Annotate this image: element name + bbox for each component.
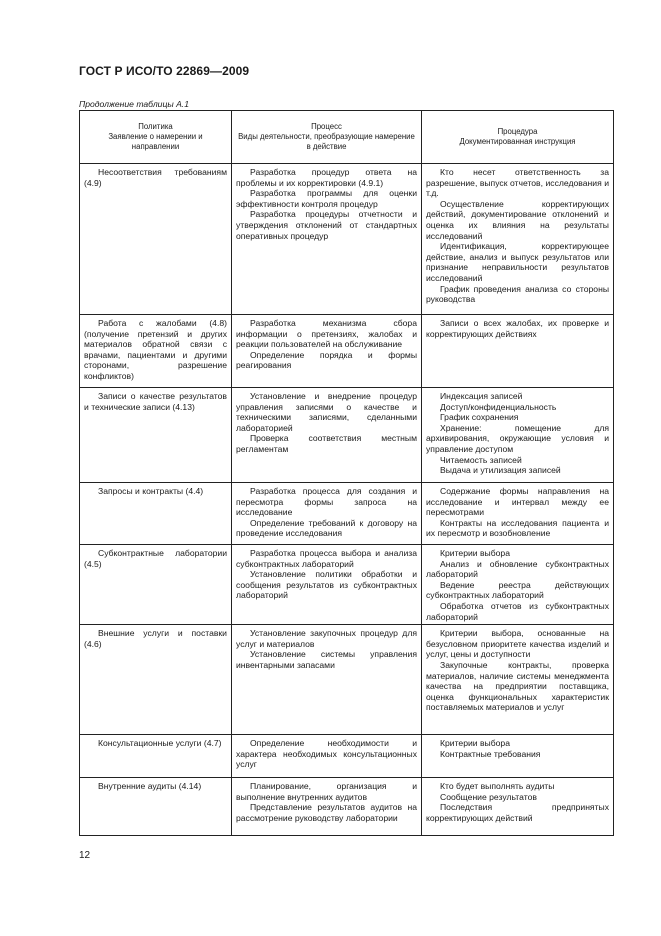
process-item: Разработка процедуры отчетности и утверждения отклонений от стандартных оперативных процедур	[236, 209, 417, 241]
process-cell	[232, 545, 422, 625]
procedure-item: Контрактные требования	[440, 748, 541, 759]
procedure-cell	[422, 388, 614, 483]
column-header-subtitle: Заявление о намерении и направлении	[108, 132, 203, 151]
policy-cell	[80, 315, 232, 388]
process-item: Разработка процедур ответа на проблемы и их корректировки (4.9.1)	[236, 167, 417, 188]
policy-cell	[80, 164, 232, 315]
column-header-subtitle: Виды деятельности, преобразующие намерение в действие	[238, 132, 415, 151]
procedure-item: Критерии выбора	[440, 738, 510, 749]
policy-text: Запросы и контракты (4.4)	[98, 486, 204, 496]
process-item: Установление закупочных процедур для услуг и материалов	[236, 628, 417, 649]
procedure-item: Кто несет ответственность за разрешение, выпуск отчетов, исследования и т.д.	[426, 167, 609, 199]
table-body	[80, 164, 614, 836]
table-row	[80, 315, 614, 388]
procedure-item: Индексация записей	[440, 391, 523, 401]
policy-cell	[80, 625, 232, 735]
column-header-title: Процедура	[497, 127, 538, 136]
process-item: Определение требований к договору на проведение исследования	[236, 517, 417, 539]
column-header-subtitle: Документированная инструкция	[459, 137, 576, 146]
procedure-cell	[422, 545, 614, 625]
procedure-cell	[422, 164, 614, 315]
policy-text: Работа с жалобами (4.8) (получение претензий и других материалов обратной связи с врачами, пациентами и другими сторонами, разрешение конфликтов)	[84, 318, 227, 381]
process-item: Разработка процесса выбора и анализа субконтрактных лабораторий	[236, 548, 417, 569]
procedure-item: Критерии выбора	[440, 548, 510, 558]
table-row	[80, 545, 614, 625]
requirements-table	[79, 110, 614, 836]
process-cell	[232, 625, 422, 735]
policy-text: Записи о качестве результатов и технические записи (4.13)	[84, 391, 227, 412]
policy-text: Субконтрактные лаборатории (4.5)	[84, 548, 227, 569]
process-item: Установление и внедрение процедур управления записями о качестве и техническими записями, сделанными лабораторией	[236, 391, 417, 433]
procedure-item: Кто будет выполнять аудиты	[440, 781, 555, 792]
policy-text: Консультационные услуги (4.7)	[98, 738, 222, 749]
process-cell	[232, 778, 422, 836]
procedure-item: Ведение реестра действующих субконтрактных лабораторий	[426, 579, 609, 601]
procedure-item: Идентификация, корректирующее действие, анализ и выпуск результатов или признание неправильности результатов исследований	[426, 241, 609, 283]
process-item: Определение порядка и формы реагирования	[236, 349, 417, 371]
procedure-item: Анализ и обновление субконтрактных лабораторий	[426, 558, 609, 580]
procedure-item: Хранение: помещение для архивирования, окружающие условия и управление доступом	[426, 422, 609, 454]
process-item: Проверка соответствия местным регламентам	[236, 433, 417, 454]
procedure-item: Последствия предпринятых корректирующих действий	[426, 802, 609, 823]
column-header-procedure	[422, 111, 614, 164]
process-item: Установление системы управления инвентарными запасами	[236, 649, 417, 670]
table-caption: Продолжение таблицы А.1	[79, 99, 189, 109]
procedure-item: График проведения анализа со стороны руководства	[426, 283, 609, 305]
table-row	[80, 735, 614, 778]
procedure-item: Обработка отчетов из субконтрактных лабораторий	[426, 600, 609, 622]
procedure-cell	[422, 315, 614, 388]
policy-text: Внутренние аудиты (4.14)	[98, 781, 202, 792]
table-row	[80, 625, 614, 735]
policy-cell	[80, 735, 232, 778]
procedure-item: Контракты на исследования пациента и их пересмотр и возобновление	[426, 517, 609, 539]
procedure-cell	[422, 483, 614, 545]
document-header: ГОСТ Р ИСО/ТО 22869—2009	[79, 64, 250, 78]
column-header-policy	[80, 111, 232, 164]
process-cell	[232, 164, 422, 315]
table-row	[80, 778, 614, 836]
table-row	[80, 388, 614, 483]
process-cell	[232, 735, 422, 778]
procedure-item: Содержание формы направления на исследование и интервал между ее пересмотрами	[426, 486, 609, 518]
process-item: Разработка программы для оценки эффективности контроля процедур	[236, 188, 417, 209]
policy-text: Внешние услуги и поставки (4.6)	[84, 628, 227, 649]
process-item: Разработка механизма сбора информации о претензиях, жалобах и реакции пользователей на обслуживание	[236, 318, 417, 350]
column-header-process	[232, 111, 422, 164]
policy-cell	[80, 778, 232, 836]
table-row	[80, 164, 614, 315]
process-cell	[232, 388, 422, 483]
process-item: Планирование, организация и выполнение внутренних аудитов	[236, 781, 417, 802]
process-cell	[232, 483, 422, 545]
column-header-title: Политика	[138, 122, 173, 131]
table-header-row	[80, 111, 614, 164]
procedure-item: График сохранения	[440, 412, 519, 423]
policy-cell	[80, 388, 232, 483]
procedure-cell	[422, 778, 614, 836]
procedure-item: Осуществление корректирующих действий, документирование отклонений и оценка их влияния на результаты исследований	[426, 198, 609, 241]
procedure-cell	[422, 735, 614, 778]
process-cell	[232, 315, 422, 388]
procedure-item: Выдача и утилизация записей	[440, 465, 561, 476]
procedure-item: Критерии выбора, основанные на безусловном приоритете качества изделий и услуг, цены и доступности	[426, 628, 609, 660]
procedure-item: Доступ/конфиденциальность	[440, 401, 557, 412]
procedure-item: Записи о всех жалобах, их проверке и корректирующих действиях	[426, 318, 609, 339]
process-item: Установление политики обработки и сообщения результатов из субконтрактных лабораторий	[236, 569, 417, 601]
process-item: Определение необходимости и характера необходимых консультационных услуг	[236, 738, 417, 770]
procedure-item: Читаемость записей	[440, 454, 522, 465]
process-item: Представление результатов аудитов на рассмотрение руководству лаборатории	[236, 802, 417, 823]
column-header-title: Процесс	[311, 122, 342, 131]
page-number: 12	[79, 850, 91, 861]
procedure-item: Сообщение результатов	[440, 791, 537, 802]
policy-text: Несоответствия требованиям (4.9)	[84, 167, 227, 188]
procedure-item: Закупочные контракты, проверка материалов, наличие системы менеджмента качества на предприятии поставщика, оценка функциональных характеристик поставляемых материалов и услуг	[426, 659, 609, 713]
policy-cell	[80, 545, 232, 625]
table-row	[80, 483, 614, 545]
procedure-cell	[422, 625, 614, 735]
policy-cell	[80, 483, 232, 545]
process-item: Разработка процесса для создания и пересмотра формы запроса на исследование	[236, 486, 417, 518]
